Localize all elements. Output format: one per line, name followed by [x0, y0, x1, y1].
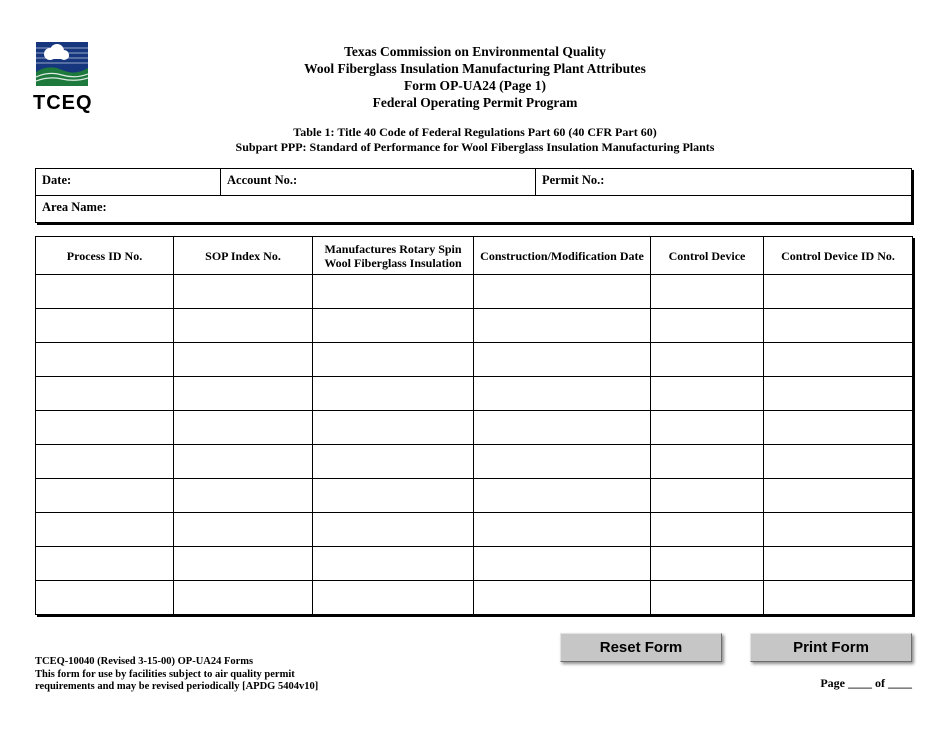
table-row: [36, 479, 913, 513]
program-name: Federal Operating Permit Program: [372, 95, 578, 110]
table1-title: Table 1: Title 40 Code of Federal Regulations Part 60 (40 CFR Part 60): [293, 125, 657, 139]
table-cell[interactable]: [474, 377, 651, 411]
info-row-1: [36, 169, 912, 196]
form-title: Wool Fiberglass Insulation Manufacturing Plant Attributes: [304, 61, 646, 76]
table-cell[interactable]: [36, 445, 174, 479]
col-header-construction-date: Construction/Modification Date: [474, 237, 651, 275]
table-cell[interactable]: [474, 513, 651, 547]
table-cell[interactable]: [764, 411, 913, 445]
table-cell[interactable]: [174, 547, 313, 581]
table-cell[interactable]: [474, 547, 651, 581]
table-cell[interactable]: [313, 377, 474, 411]
table-cell[interactable]: [36, 411, 174, 445]
table-cell[interactable]: [651, 445, 764, 479]
table-cell[interactable]: [474, 275, 651, 309]
table-cell[interactable]: [313, 411, 474, 445]
table-cell[interactable]: [764, 513, 913, 547]
table-cell[interactable]: [174, 309, 313, 343]
table-cell[interactable]: [36, 309, 174, 343]
col-header-control-device: Control Device: [651, 237, 764, 275]
table-cell[interactable]: [36, 275, 174, 309]
table-cell[interactable]: [474, 343, 651, 377]
table-cell[interactable]: [174, 343, 313, 377]
table-row: [36, 377, 913, 411]
table-caption: [0, 125, 950, 155]
reset-form-button[interactable]: Reset Form: [560, 633, 722, 662]
area-name-label: Area Name:: [42, 200, 107, 214]
footer-revision-line: requirements and may be revised periodically [APDG 5404v10]: [35, 681, 319, 692]
table-row: [36, 309, 913, 343]
form-id-line: TCEQ-10040 (Revised 3-15-00) OP-UA24 Forms: [35, 656, 254, 667]
table-cell[interactable]: [174, 275, 313, 309]
table-cell[interactable]: [174, 377, 313, 411]
subpart-title: Subpart PPP: Standard of Performance for Wool Fiberglass Insulation Manufacturing Plants: [235, 140, 715, 154]
table-cell[interactable]: [764, 445, 913, 479]
table-cell[interactable]: [651, 343, 764, 377]
table-cell[interactable]: [313, 445, 474, 479]
table-cell[interactable]: [764, 479, 913, 513]
table-cell[interactable]: [36, 513, 174, 547]
table-cell[interactable]: [764, 343, 913, 377]
table-cell[interactable]: [764, 275, 913, 309]
form-header: [0, 43, 950, 111]
table-cell[interactable]: [313, 343, 474, 377]
col-header-rotary-spin: Manufactures Rotary Spin Wool Fiberglass Insulation: [313, 237, 474, 275]
table-cell[interactable]: [764, 581, 913, 615]
table-row: [36, 445, 913, 479]
form-number: Form OP-UA24 (Page 1): [403, 78, 547, 93]
table-row: [36, 411, 913, 445]
attributes-table: [35, 236, 913, 615]
table-cell[interactable]: [313, 547, 474, 581]
table-cell[interactable]: [651, 479, 764, 513]
area-name-field[interactable]: [36, 196, 912, 223]
table-cell[interactable]: [651, 547, 764, 581]
table-cell[interactable]: [651, 581, 764, 615]
attributes-header-row: [36, 237, 913, 275]
table-cell[interactable]: [174, 445, 313, 479]
table-cell[interactable]: [474, 309, 651, 343]
table-cell[interactable]: [174, 581, 313, 615]
date-field[interactable]: [36, 169, 221, 196]
table-cell[interactable]: [651, 377, 764, 411]
col-header-process-id: Process ID No.: [36, 237, 174, 275]
table-cell[interactable]: [474, 445, 651, 479]
table-cell[interactable]: [36, 581, 174, 615]
footer-usage-line: This form for use by facilities subject to air quality permit: [35, 668, 295, 680]
table-row: [36, 343, 913, 377]
print-form-button[interactable]: Print Form: [750, 633, 912, 662]
table-cell[interactable]: [174, 479, 313, 513]
table-cell[interactable]: [764, 309, 913, 343]
account-no-field[interactable]: [221, 169, 536, 196]
table-cell[interactable]: [36, 343, 174, 377]
table-cell[interactable]: [474, 411, 651, 445]
table-cell[interactable]: [474, 479, 651, 513]
table-cell[interactable]: [313, 309, 474, 343]
table-cell[interactable]: [474, 581, 651, 615]
table-cell[interactable]: [764, 547, 913, 581]
table-row: [36, 513, 913, 547]
table-row: [36, 275, 913, 309]
table-cell[interactable]: [651, 411, 764, 445]
page-number: Page ____ of ____: [820, 676, 912, 690]
table-cell[interactable]: [174, 411, 313, 445]
table-cell[interactable]: [36, 377, 174, 411]
permit-no-label: Permit No.:: [542, 173, 605, 187]
footer-note: [35, 656, 318, 694]
table-cell[interactable]: [313, 479, 474, 513]
agency-name: Texas Commission on Environmental Quality: [344, 44, 606, 59]
table-row: [36, 547, 913, 581]
table-cell[interactable]: [651, 275, 764, 309]
info-table: [35, 168, 912, 223]
table-cell[interactable]: [313, 513, 474, 547]
table-cell[interactable]: [36, 479, 174, 513]
info-row-2: [36, 196, 912, 223]
table-cell[interactable]: [651, 513, 764, 547]
table-cell[interactable]: [313, 581, 474, 615]
table-cell[interactable]: [764, 377, 913, 411]
col-header-sop-index: SOP Index No.: [174, 237, 313, 275]
tceq-logo-text: TCEQ: [33, 92, 93, 114]
permit-no-field[interactable]: [536, 169, 912, 196]
col-header-control-device-id: Control Device ID No.: [764, 237, 913, 275]
table-row: [36, 581, 913, 615]
table-cell[interactable]: [174, 513, 313, 547]
account-no-label: Account No.:: [227, 173, 298, 187]
table-cell[interactable]: [651, 309, 764, 343]
table-cell[interactable]: [313, 275, 474, 309]
table-cell[interactable]: [36, 547, 174, 581]
date-label: Date:: [42, 173, 72, 187]
